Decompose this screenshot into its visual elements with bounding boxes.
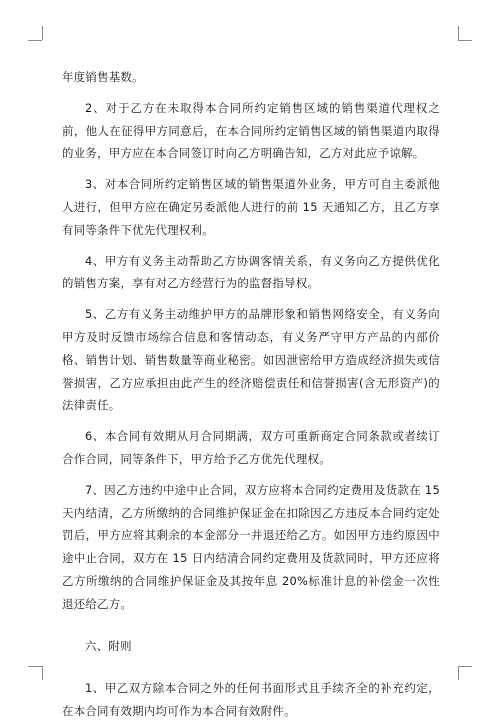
paragraph-clause-2: 2、对于乙方在未取得本合同所约定销售区域的销售渠道代理权之前，他人在征得甲方同意后，在本合同所约定销售区域的销售渠道内取得的业务，甲方应在本合同签订时向乙方明确告知，乙方对此应予谅解。 <box>62 100 440 161</box>
section-heading-appendix: 六、附则 <box>85 638 132 653</box>
paragraph-clause-6: 6、本合同有效期从月合同期满，双方可重新商定合同条款或者续订合作合同，同等条件下，甲方给予乙方优先代理权。 <box>62 429 440 466</box>
paragraph-continuation: 年度销售基数。 <box>62 70 144 84</box>
crop-mark-bottom-right-v <box>458 666 459 680</box>
crop-mark-bottom-left-h <box>28 666 42 667</box>
crop-mark-bottom-left-v <box>42 666 43 680</box>
paragraph-clause-7: 7、因乙方违约中途中止合同，双方应将本合同约定费用及货款在 15 天内结清，乙方所缴纳的合同维护保证金在扣除因乙方违反本合同约定处罚后，甲方应将其剩余的本金部分一并退还给乙方。如因甲方违约原因中途中止合同，双方在 15 日内结清合同约定费用及货款同时，甲方还应将乙方所缴纳的合同维护保证金及其按年息 20%标准计息的补偿金一次性退还给乙方。 <box>62 482 440 611</box>
crop-mark-top-right-v <box>458 26 459 40</box>
crop-mark-top-right-h <box>458 40 472 41</box>
crop-mark-top-left-h <box>28 40 42 41</box>
crop-mark-bottom-right-h <box>458 666 472 667</box>
paragraph-appendix-1: 1、甲乙双方除本合同之外的任何书面形式且手续齐全的补充约定，在本合同有效期内均可作为本合同有效附件。 <box>62 681 440 718</box>
document-body <box>62 66 440 723</box>
paragraph-clause-5: 5、乙方有义务主动维护甲方的品牌形象和销售网络安全，有义务向甲方及时反馈市场综合信息和客情动态，有义务严守甲方产品的内部价格、销售计划、销售数量等商业秘密。如因泄密给甲方造成经济损失或信誉损害，乙方应承担由此产生的经济赔偿责任和信誉损害(含无形资产)的法律责任。 <box>62 307 440 413</box>
crop-mark-top-left-v <box>42 26 43 40</box>
paragraph-clause-3: 3、对本合同所约定销售区域的销售渠道外业务，甲方可自主委派他人进行，但甲方应在确定另委派他人进行的前 15 天通知乙方，且乙方享有同等条件下优先代理权利。 <box>62 177 440 237</box>
paragraph-clause-4: 4、甲方有义务主动帮助乙方协调客情关系，有义务向乙方提供优化的销售方案，享有对乙方经营行为的监督指导权。 <box>62 253 440 291</box>
